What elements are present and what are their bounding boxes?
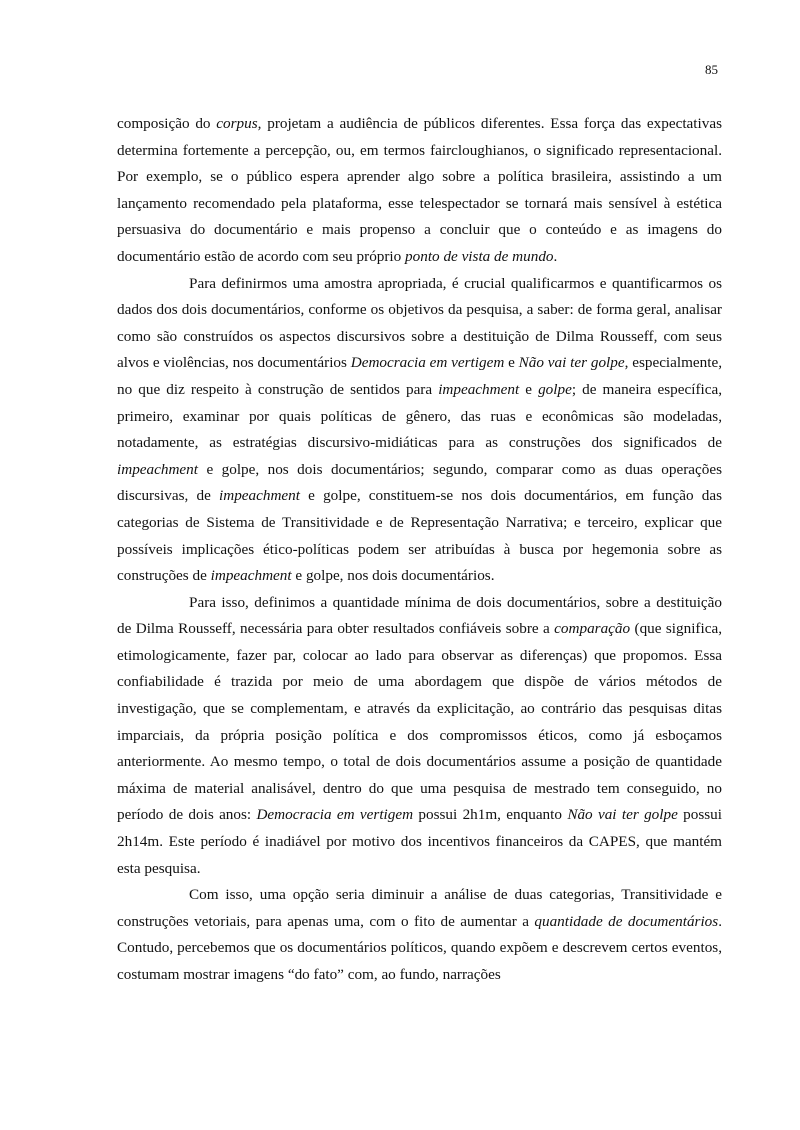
italic-term: comparação <box>554 620 631 638</box>
text-run: . Contudo, percebemos que os documentários políticos, quando expõem e descrevem certos eventos, costumam mostrar imagens “do fato” com, ao fundo, narrações <box>117 912 722 983</box>
italic-term: ponto de vista de mundo <box>405 247 554 265</box>
italic-term: Democracia em vertigem <box>256 806 414 824</box>
italic-term: Não vai ter golpe <box>567 806 678 824</box>
text-run: projetam a audiência de públicos diferentes. Essa força das expectativas determina fortemente a percepção, ou, em termos faircloughianos, o significado representacional. Por exemplo, se o público espera aprender algo sobre a política brasileira, assistindo a um lançamento recomendado pela plataforma, esse telespectador se tornará mais sensível à estética persuasiva do documentário e mais propenso a concluir que o conteúdo e as imagens do documentário estão de acordo com seu próprio <box>117 115 722 265</box>
text-run: e golpe, nos dois documentários; segundo, comparar como as duas operações discursivas, de <box>117 460 722 505</box>
text-run: Com isso, uma opção seria diminuir a análise de duas categorias, Transitividade e construções vetoriais, para apenas uma, com o fito de aumentar a <box>117 886 722 930</box>
text-run: Para definirmos uma amostra apropriada, é crucial qualificarmos e quantificarmos os dados dos dois documentários, conforme os objetivos da pesquisa, a saber: de forma geral, analisar como são construídos os aspectos discursivos sobre a destituição de Dilma Rousseff, com seus alvos e violências, nos documentários <box>117 274 722 372</box>
italic-term: impeachment <box>438 380 520 398</box>
text-run: ; de maneira específica, primeiro, examinar por quais políticas de gênero, das ruas e econômicas são modeladas, notadamente, as estratégias discursivo-midiáticas para as construções dos significados de <box>117 380 722 452</box>
italic-term: impeachment <box>219 487 300 505</box>
paragraph-p4 <box>117 882 722 988</box>
page-number: 85 <box>705 62 718 77</box>
paragraph-p3 <box>117 590 722 883</box>
italic-term: Não vai ter golpe <box>518 354 625 372</box>
text-run: e <box>519 380 539 398</box>
body-text <box>117 111 722 989</box>
text-run: Para isso, definimos a quantidade mínima de dois documentários, sobre a destituição de Dilma Rousseff, necessária para obter resultados confiáveis sobre a <box>117 593 722 638</box>
text-run: possui 2h14m. Este período é inadiável por motivo dos incentivos financeiros da CAPES, que mantém esta pesquisa. <box>117 806 722 877</box>
italic-term: quantidade de documentários <box>534 912 719 930</box>
text-run: possui 2h1m, enquanto <box>413 806 568 824</box>
text-run: composição do <box>117 115 217 132</box>
text-run: e <box>504 354 519 372</box>
text-run: . <box>553 247 558 265</box>
text-run: (que significa, etimologicamente, fazer par, colocar ao lado para observar as diferenças) que propomos. Essa confiabilidade é trazida por meio de uma abordagem que dispõe de vários métodos de investigação, que se complementam, e através da explicitação, ao contrário das pesquisas ditas imparciais, da própria posição política e dos compromissos éticos, como já esboçamos anteriormente. Ao mesmo tempo, o total de dois documentários assume a posição de quantidade máxima de material analisável, dentro do que uma pesquisa de mestrado tem conseguido, no período de dois anos: <box>117 620 722 824</box>
italic-term: golpe <box>538 380 572 398</box>
paragraph-p2 <box>117 271 722 590</box>
italic-term: impeachment <box>117 460 198 478</box>
italic-term: impeachment <box>210 567 292 585</box>
text-run: e golpe, constituem-se nos dois documentários, em função das categorias de Sistema de Transitividade e de Representação Narrativa; e terceiro, explicar que possíveis implicações ético-políticas podem ser atribuídas à busca por hegemonia sobre as construções de <box>117 487 722 585</box>
paragraph-p1 <box>117 111 722 271</box>
text-run: , especialmente, no que diz respeito à construção de sentidos para <box>117 354 723 398</box>
italic-term: Democracia em vertigem <box>350 354 505 372</box>
text-run: e golpe, nos dois documentários. <box>291 567 495 585</box>
italic-term: corpus, <box>216 115 262 132</box>
